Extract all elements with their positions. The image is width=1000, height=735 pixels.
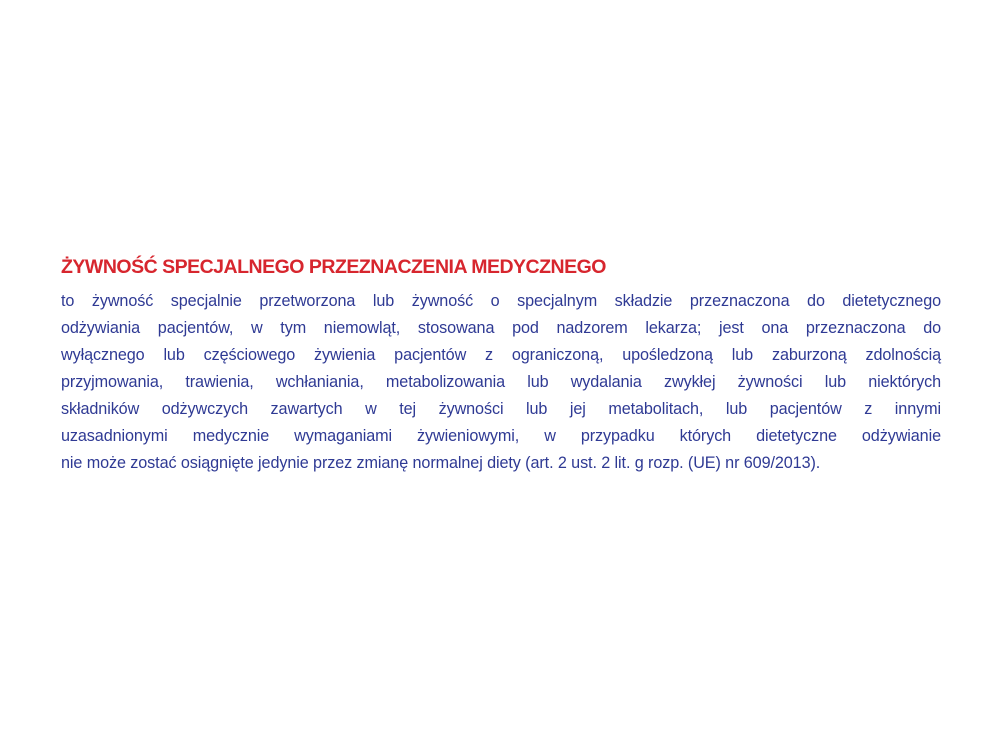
definition-line: nie może zostać osiągnięte jedynie przez zmianę normalnej diety (art. 2 ust. 2 lit. g rozp. (UE) nr 609/2013). bbox=[61, 454, 821, 472]
definition-line: uzasadnionymi medycznie wymaganiami żywieniowymi, w przypadku których dietetyczne odżywianie bbox=[61, 427, 941, 445]
definition-body bbox=[61, 288, 941, 477]
definition-block bbox=[61, 254, 941, 477]
definition-term: ŻYWNOŚĆ SPECJALNEGO PRZEZNACZENIA MEDYCZNEGO bbox=[61, 256, 606, 278]
definition-line: to żywność specjalnie przetworzona lub żywność o specjalnym składzie przeznaczona do dietetycznego bbox=[61, 292, 941, 310]
definition-line: wyłącznego lub częściowego żywienia pacjentów z ograniczoną, upośledzoną lub zaburzoną zdolnością bbox=[61, 346, 941, 364]
definition-line: składników odżywczych zawartych w tej żywności lub jej metabolitach, lub pacjentów z innymi bbox=[61, 400, 941, 418]
definition-line: odżywiania pacjentów, w tym niemowląt, stosowana pod nadzorem lekarza; jest ona przeznaczona do bbox=[61, 319, 941, 337]
definition-line: przyjmowania, trawienia, wchłaniania, metabolizowania lub wydalania zwykłej żywności lub niektórych bbox=[61, 373, 941, 391]
